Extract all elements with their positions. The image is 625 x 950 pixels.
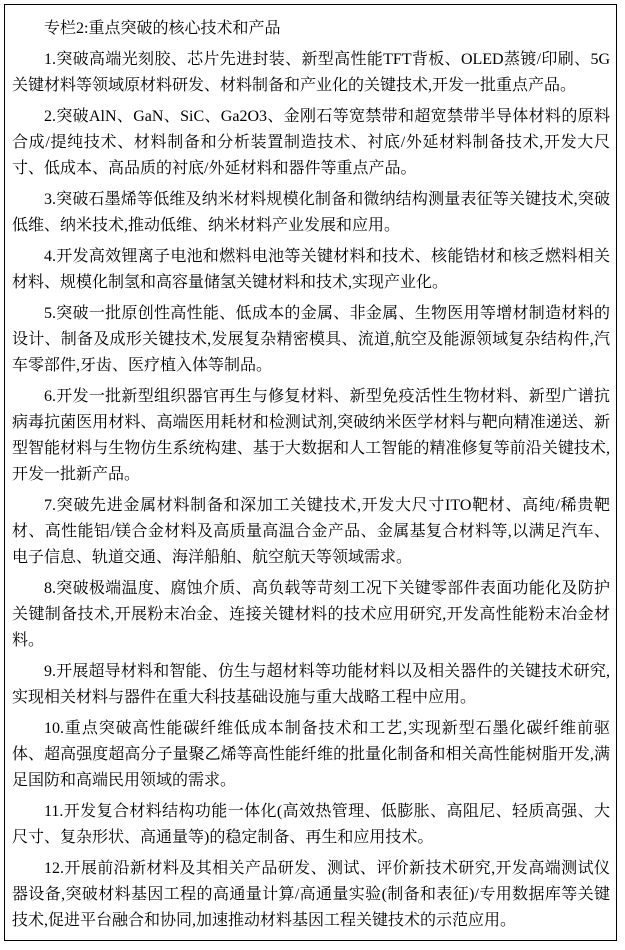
paragraph-12: 12.开展前沿新材料及其相关产品研发、测试、评价新技术研究,开发高端测试仪器设备,突破材料基因工程的高通量计算/高通量实验(制备和表征)/专用数据库等关键技术,促进平台融合和协同,加速推动材料基因工程关键技术的示范应用。 — [12, 860, 610, 929]
paragraph-6: 6.开发一批新型组织器官再生与修复材料、新型免疫活性生物材料、新型广谱抗病毒抗菌医用材料、高端医用耗材和检测试剂,突破纳米医学材料与靶向精准递送、新型智能材料与生物仿生系统构建、基于大数据和人工智能的精准修复等前沿关键技术,开发一批新产品。 — [12, 388, 610, 483]
paragraph-2: 2.突破AlN、GaN、SiC、Ga2O3、金刚石等宽禁带和超宽禁带半导体材料的原料合成/提纯技术、材料制备和分析装置制造技术、衬底/外延材料制备技术,开发大尺寸、低成本、高品质的衬底/外延材料和器件等重点产品。 — [12, 108, 610, 177]
paragraph-3: 3.突破石墨烯等低维及纳米材料规模化制备和微纳结构测量表征等关键技术,突破低维、纳米技术,推动低维、纳米材料产业发展和应用。 — [12, 191, 610, 234]
paragraph-7: 7.突破先进金属材料制备和深加工关键技术,开发大尺寸ITO靶材、高纯/稀贵靶材、高性能铝/镁合金材料及高质量高温合金产品、金属基复合材料等,以满足汽车、电子信息、轨道交通、海洋船舶、航空航天等领域需求。 — [12, 497, 610, 566]
paragraph-10: 10.重点突破高性能碳纤维低成本制备技术和工艺,实现新型石墨化碳纤维前驱体、超高强度超高分子量聚乙烯等高性能纤维的批量化制备和相关高性能树脂开发,满足国防和高端民用领域的需求。 — [12, 720, 610, 789]
paragraph-8: 8.突破极端温度、腐蚀介质、高负载等苛刻工况下关键零部件表面功能化及防护关键制备技术,开展粉末冶金、连接关键材料的技术应用研究,开发高性能粉末冶金材料。 — [12, 580, 610, 649]
document-title: 专栏2:重点突破的核心技术和产品 — [44, 20, 281, 37]
document-page — [4, 4, 617, 941]
paragraph-9: 9.开展超导材料和智能、仿生与超材料等功能材料以及相关器件的关键技术研究,实现相关材料与器件在重大科技基础设施与重大战略工程中应用。 — [12, 663, 610, 706]
paragraph-11: 11.开发复合材料结构功能一体化(高效热管理、低膨胀、高阻尼、轻质高强、大尺寸、复杂形状、高通量等)的稳定制备、再生和应用技术。 — [12, 803, 610, 846]
paragraph-1: 1.突破高端光刻胶、芯片先进封装、新型高性能TFT背板、OLED蒸镀/印刷、5G关键材料等领域原材料研发、材料制备和产业化的关键技术,开发一批重点产品。 — [12, 51, 610, 94]
paragraph-5: 5.突破一批原创性高性能、低成本的金属、非金属、生物医用等增材制造材料的设计、制备及成形关键技术,发展复杂精密模具、流道,航空及能源领域复杂结构件,汽车零部件,牙齿、医疗植入体等制品。 — [12, 305, 610, 374]
paragraph-4: 4.开发高效锂离子电池和燃料电池等关键材料和技术、核能锆材和核乏燃料相关材料、规模化制氢和高容量储氢关键材料和技术,实现产业化。 — [12, 248, 610, 291]
